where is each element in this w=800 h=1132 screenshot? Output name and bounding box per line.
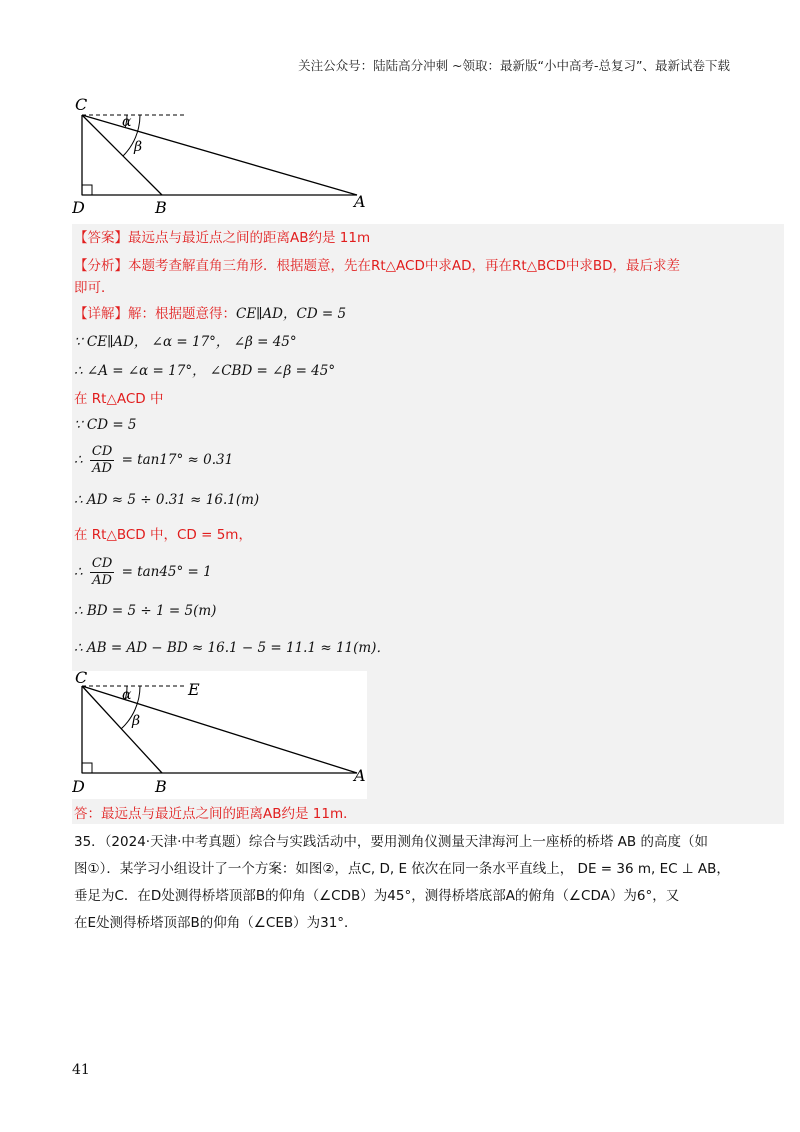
detail-line: 【详解】解：根据题意得：CE∥AD，CD = 5: [74, 306, 347, 322]
label-D-2: D: [72, 777, 85, 796]
step-4: ∴ $\frac{CD}{AD}$ = tan17° ≈ 0.31: [74, 444, 234, 476]
page-number: 41: [72, 1062, 90, 1078]
label-alpha-2: α: [122, 687, 132, 703]
step-7: ∴ BD = 5 ÷ 1 = 5(m): [74, 603, 217, 619]
label-C-2: C: [75, 671, 88, 687]
label-D: D: [72, 198, 85, 215]
label-E-2: E: [188, 680, 200, 699]
label-C: C: [75, 95, 88, 114]
step-8: ∴ AB = AD − BD ≈ 16.1 − 5 = 11.1 ≈ 11(m)．: [74, 640, 390, 656]
label-A-2: A: [354, 766, 366, 785]
page-header: 关注公众号：陆陆高分冲刺 ~领取：最新版“小中高考-总复习”、最新试卷下载: [298, 58, 730, 73]
triangle-figure-2: [72, 671, 367, 803]
label-beta-2: β: [132, 713, 141, 729]
step-6: ∴ $\frac{CD}{AD}$ = tan45° = 1: [74, 556, 212, 588]
in-triangle-acd: 在 Rt△ACD 中: [74, 391, 164, 407]
label-B: B: [155, 198, 167, 215]
analysis-line-2: 即可．: [74, 280, 115, 296]
step-3: ∵ CD = 5: [74, 417, 137, 433]
question-line-3: 垂足为C．在D处测得桥塔顶部B的仰角（∠CDB）为45°，测得桥塔底部A的俯角（∠CDA）为6°，又: [74, 888, 680, 904]
step-2: ∴ ∠A = ∠α = 17°， ∠CBD = ∠β = 45°: [74, 363, 336, 379]
analysis-line-1: 【分析】本题考查解直角三角形．根据题意，先在Rt△ACD中求AD，再在Rt△BCD中求BD，最后求差: [74, 258, 681, 274]
label-beta: β: [134, 139, 143, 155]
answer-line: 【答案】最远点与最近点之间的距离AB约是 11m: [74, 230, 371, 246]
in-triangle-bcd: 在 Rt△BCD 中，CD = 5m，: [74, 527, 252, 543]
step-1: ∵ CE∥AD， ∠α = 17°， ∠β = 45°: [74, 334, 297, 350]
question-line-2: 图①）．某学习小组设计了一个方案：如图②，点C, D, E 依次在同一条水平直线上， DE = 36 m, EC ⊥ AB，: [74, 861, 730, 877]
step-5: ∴ AD ≈ 5 ÷ 0.31 ≈ 16.1(m): [74, 492, 260, 508]
triangle-figure-1: [72, 95, 372, 219]
label-alpha: α: [122, 114, 132, 130]
label-B-2: B: [155, 777, 167, 796]
fraction-cd-ad-2: $\frac{CD}{AD}$: [91, 556, 113, 588]
question-line-1: 35．（2024·天津·中考真题）综合与实践活动中，要用测角仪测量天津海河上一座桥的桥塔 AB 的高度（如: [74, 834, 708, 850]
final-answer: 答：最远点与最近点之间的距离AB约是 11m．: [74, 806, 357, 822]
label-A: A: [354, 192, 366, 211]
fraction-cd-ad: $\frac{CD}{AD}$: [91, 444, 113, 476]
question-35: [74, 829, 730, 937]
question-line-4: 在E处测得桥塔顶部B的仰角（∠CEB）为31°．: [74, 915, 358, 931]
